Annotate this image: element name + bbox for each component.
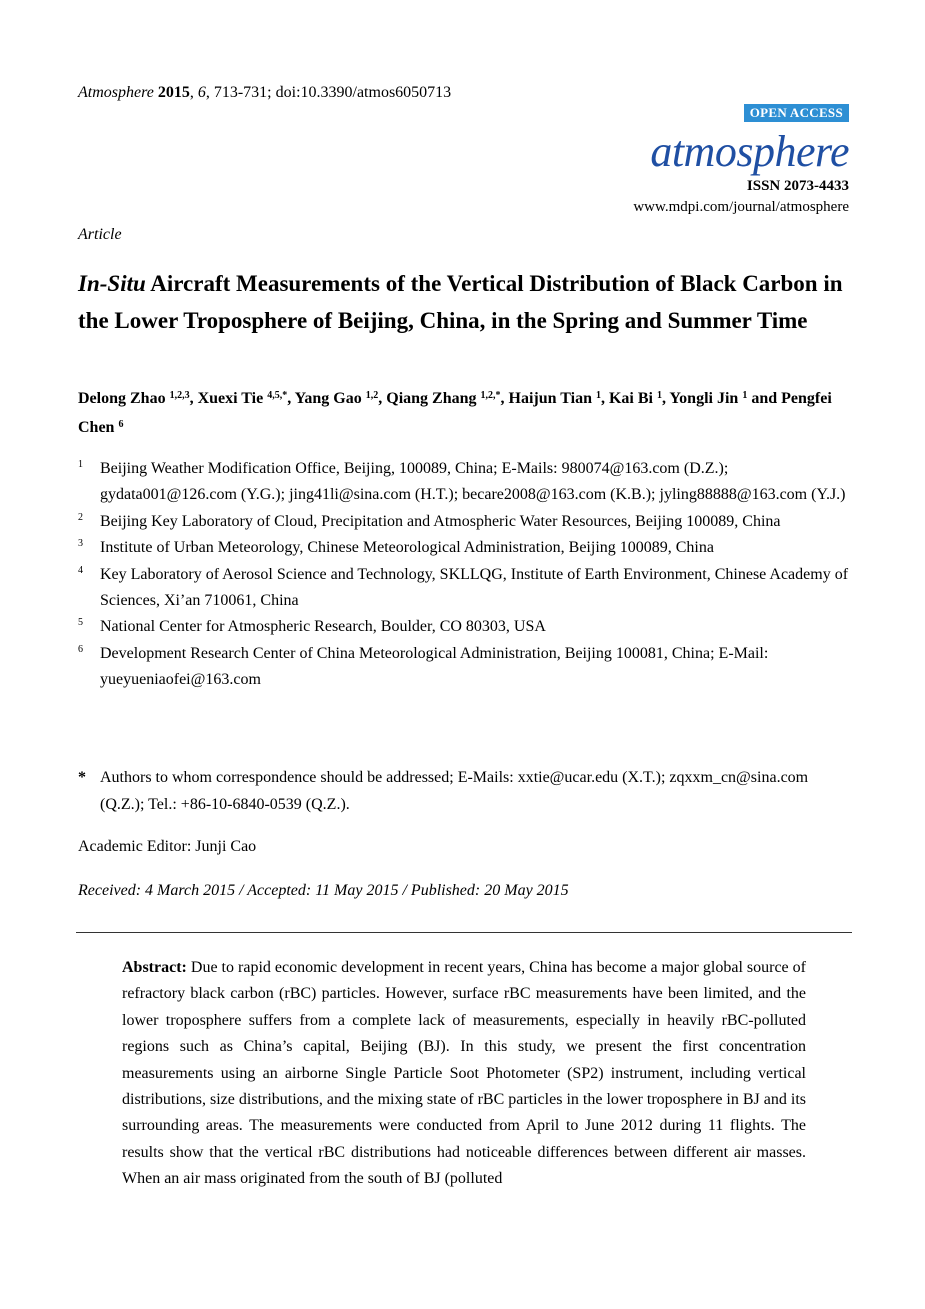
affiliation: 5 National Center for Atmospheric Research, Boulder, CO 80303, USA (78, 617, 546, 636)
author: Yongli Jin $^1$ (669, 390, 748, 407)
issn: ISSN 2073-4433 (746, 178, 849, 194)
article-type: Article (78, 226, 122, 243)
author: Kai Bi $^1$ (608, 390, 662, 407)
publication-dates: Received: 4 March 2015 / Accepted: 11 May 2015 / Published: 20 May 2015 (78, 882, 569, 899)
journal-url[interactable]: www.mdpi.com/journal/atmosphere (633, 199, 849, 215)
abstract-label: Abstract: (122, 959, 187, 976)
title-rest: Aircraft Measurements of the Vertical Distribution of Black Carbon in the Lower Troposphere of Beijing, China, in the Spring and Summer Time (78, 271, 843, 333)
journal-year: 2015 (157, 84, 190, 101)
abstract-text: Due to rapid economic development in recent years, China has become a major global source of refractory black carbon (rBC) particles. However, surface rBC measurements have been limited, and the lower troposphere suffers from a complete lack of measurements, especially in heavily rBC-polluted regions such as China’s capital, Beijing (BJ). In this study, we present the first concentration measurements using an airborne Single Particle Soot Photometer (SP2) instrument, including vertical distributions, size distributions, and the mixing state of rBC particles in the lower troposphere in BJ and its surrounding areas. The measurements were conducted from April to June 2012 during 11 flights. The results show that the vertical rBC distributions had noticeable differences between different air masses. When an air mass originated from the south of BJ (polluted (122, 959, 806, 1188)
academic-editor: Academic Editor: Junji Cao (78, 838, 257, 855)
affiliation: 1 Beijing Weather Modification Office, Beijing, 100089, China; E-Mails: 980074@163.com (D.Z.); gydata001@126.com (Y.G.); jing41li@sina.com (H.T.); becare2008@163.com (K.B.); jyling88888@163.com (Y.J.) (78, 459, 846, 504)
journal-logo-text: atmosphere (650, 127, 849, 176)
correspondence-note (78, 764, 853, 818)
journal-volume: 6 (197, 84, 206, 101)
author: Qiang Zhang $^{1,2,*}$ (386, 390, 501, 407)
paper-title (78, 265, 848, 339)
author: Yang Gao $^{1,2}$ (294, 390, 379, 407)
correspondence-star: * (78, 769, 86, 786)
author: Xuexi Tie $^{4,5,*}$ (197, 390, 288, 407)
affiliation: 2 Beijing Key Laboratory of Cloud, Precipitation and Atmospheric Water Resources, Beijing 100089, China (78, 511, 781, 530)
abstract (122, 955, 806, 1193)
affiliation: 6 Development Research Center of China Meteorological Administration, Beijing 100081, China; E-Mail: yueyueniaofei@163.com (78, 643, 769, 689)
author: Pengfei Chen $^6$ (78, 390, 832, 436)
author: Delong Zhao $^{1,2,3}$ (78, 390, 190, 407)
open-access-badge: OPEN ACCESS (744, 104, 849, 122)
affiliation: 3 Institute of Urban Meteorology, Chinese Meteorological Administration, Beijing 100089, China (78, 538, 714, 557)
journal-citation: Atmosphere 2015, 6, 713-731; doi:10.3390/atmos6050713 (78, 84, 452, 101)
journal-name: Atmosphere (78, 84, 154, 101)
author: Haijun Tian $^1$ (508, 390, 601, 407)
author-list: Delong Zhao $^{1,2,3}$, Xuexi Tie $^{4,5,*}$, Yang Gao $^{1,2}$, Qiang Zhang $^{1,2,*}$, Haijun Tian $^1$, Kai Bi $^1$, Yongli Jin $^1$ and Pengfei Chen $^6$ (78, 390, 832, 436)
title-italic: In-Situ (78, 271, 146, 296)
correspondence-text: Authors to whom correspondence should be addressed; E-Mails: xxtie@ucar.edu (X.T.); zqxxm_cn@sina.com (Q.Z.); Tel.: +86-10-6840-0539 (Q.Z.). (100, 769, 809, 813)
section-divider (76, 932, 852, 933)
journal-pages-doi: , 713-731; doi:10.3390/atmos6050713 (205, 84, 452, 101)
affiliation: 4 Key Laboratory of Aerosol Science and Technology, SKLLQG, Institute of Earth Environment, Chinese Academy of Sciences, Xi’an 710061, China (78, 564, 849, 610)
affiliation-list (78, 456, 853, 694)
